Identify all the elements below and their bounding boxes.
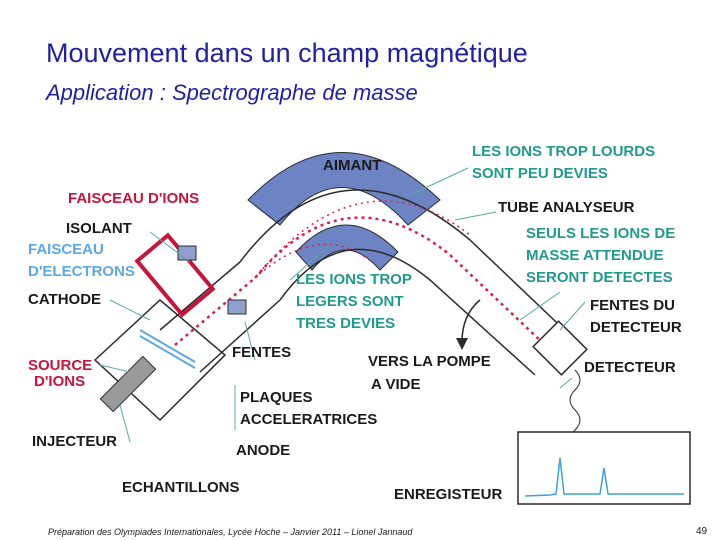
slide-footer: Préparation des Olympiades Internationales, Lycée Hoche – Janvier 2011 – Lionel Jannaud bbox=[48, 527, 413, 537]
label-isolant: ISOLANT bbox=[66, 220, 132, 237]
label-faisceau-electrons-2: D'ELECTRONS bbox=[28, 263, 135, 280]
label-seuls-2: MASSE ATTENDUE bbox=[526, 247, 664, 264]
label-enregisteur: ENREGISTEUR bbox=[394, 486, 503, 503]
label-cathode: CATHODE bbox=[28, 291, 102, 308]
label-ions-legers-2: LEGERS SONT bbox=[296, 293, 404, 310]
source-red-frame bbox=[137, 235, 213, 314]
mass-spectrograph-diagram bbox=[0, 120, 720, 520]
label-fentes: FENTES bbox=[232, 344, 292, 361]
label-ions-lourds-2: SONT PEU DEVIES bbox=[472, 165, 608, 182]
isolant-block bbox=[178, 246, 196, 260]
label-ions-lourds-1: LES IONS TROP LOURDS bbox=[472, 143, 656, 160]
label-fentes-detecteur-1: FENTES DU bbox=[590, 297, 676, 314]
label-plaques-2: ACCELERATRICES bbox=[240, 411, 378, 428]
magnet-inner bbox=[296, 225, 398, 270]
label-echantillons: ECHANTILLONS bbox=[122, 479, 240, 496]
label-seuls-1: SEULS LES IONS DE bbox=[526, 225, 676, 242]
label-plaques-1: PLAQUES bbox=[240, 389, 313, 406]
label-source-ions-1: SOURCE bbox=[28, 357, 93, 374]
label-source-ions-2: D'IONS bbox=[34, 373, 86, 390]
label-vers-pompe-1: VERS LA POMPE bbox=[368, 353, 491, 370]
label-seuls-3: SERONT DETECTES bbox=[526, 269, 673, 286]
label-tube-analyseur: TUBE ANALYSEUR bbox=[498, 199, 635, 216]
slide-title: Mouvement dans un champ magnétique bbox=[46, 38, 528, 68]
label-vers-pompe-2: A VIDE bbox=[371, 376, 421, 393]
pump-arrowhead bbox=[456, 338, 468, 350]
sample-injector bbox=[100, 356, 155, 411]
label-injecteur: INJECTEUR bbox=[32, 433, 118, 450]
page-number: 49 bbox=[696, 526, 708, 537]
label-aimant: AIMANT bbox=[323, 157, 382, 174]
anode-block bbox=[228, 300, 246, 314]
detector-box bbox=[533, 321, 587, 375]
vacuum-pump-arrow bbox=[462, 300, 480, 342]
label-detecteur: DETECTEUR bbox=[584, 359, 676, 376]
label-anode: ANODE bbox=[236, 442, 291, 459]
slide-subtitle: Application : Spectrographe de masse bbox=[46, 80, 418, 105]
label-ions-legers-1: LES IONS TROP bbox=[296, 271, 412, 288]
label-faisceau-electrons-1: FAISCEAU bbox=[28, 241, 104, 258]
label-ions-legers-3: TRES DEVIES bbox=[296, 315, 396, 332]
label-fentes-detecteur-2: DETECTEUR bbox=[590, 319, 682, 336]
label-faisceau-ions: FAISCEAU D'IONS bbox=[68, 190, 200, 207]
